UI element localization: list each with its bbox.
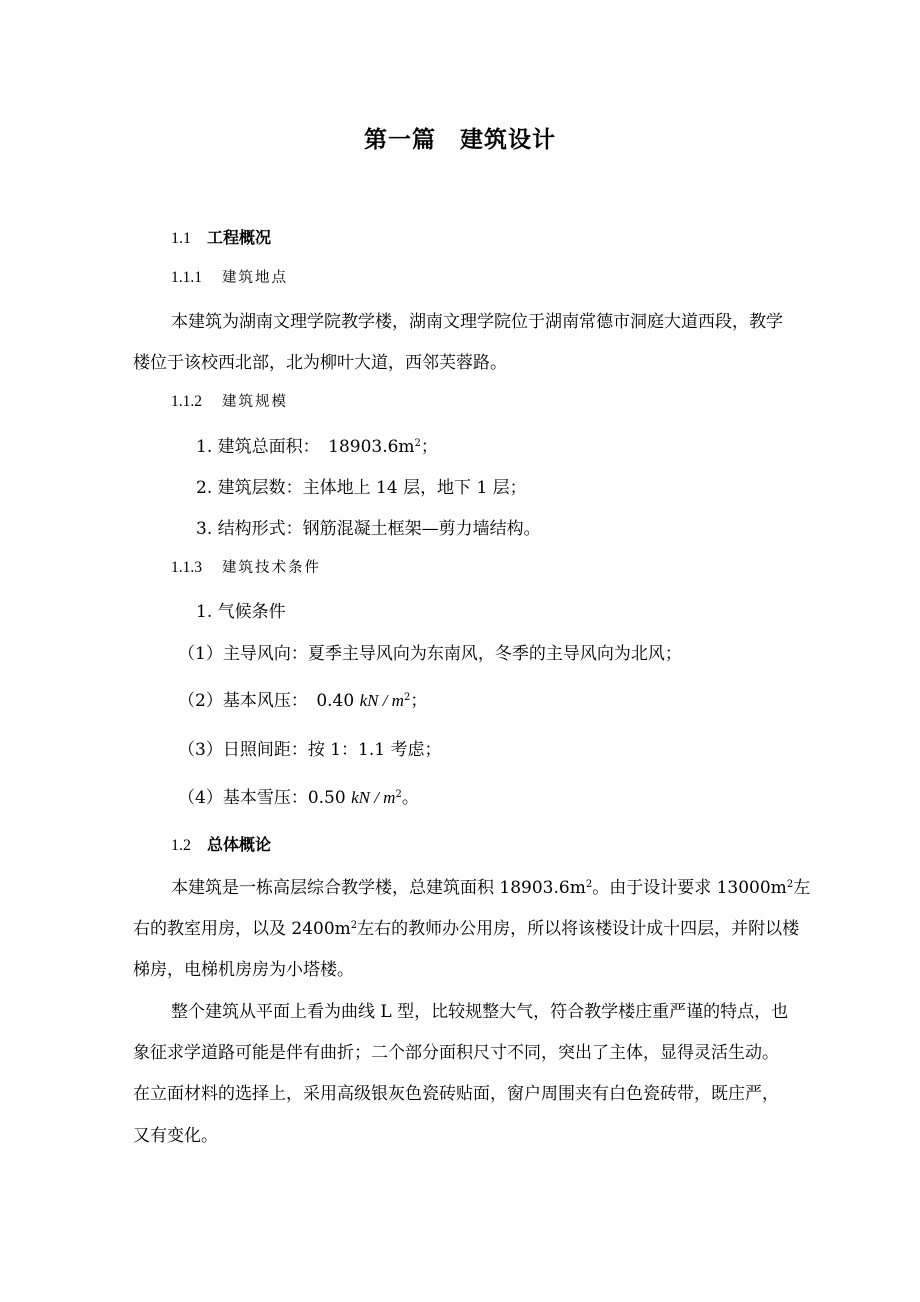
unit: kN / m xyxy=(359,691,404,710)
section-number: 1.1 xyxy=(171,230,191,247)
paragraph-line: 梯房，电梯机房房为小塔楼。 xyxy=(133,960,354,980)
text-run: 。由于设计要求 13000m xyxy=(592,878,787,898)
list-item: 1. 气候条件 xyxy=(196,602,286,622)
list-item-suffix: ； xyxy=(410,691,428,711)
list-item xyxy=(178,783,419,808)
paragraph-line xyxy=(171,873,810,898)
list-item: 3. 结构形式：钢筋混凝土框架—剪力墙结构。 xyxy=(196,519,541,539)
list-item: 2. 建筑层数：主体地上 14 层，地下 1 层； xyxy=(196,478,527,498)
text-run: 本建筑是一栋高层综合教学楼，总建筑面积 18903.6m xyxy=(171,878,586,898)
paragraph-line: 象征求学道路可能是伴有曲折；二个部分面积尺寸不同，突出了主体，显得灵活生动。 xyxy=(133,1043,779,1063)
paragraph-line xyxy=(133,914,799,939)
section-number: 1.2 xyxy=(171,837,191,854)
text-run: 左右的教师办公用房，所以将该楼设计成十四层，并附以楼 xyxy=(357,919,800,939)
subsection-number: 1.1.2 xyxy=(171,393,202,410)
superscript: 2 xyxy=(585,879,593,890)
unit: kN / m xyxy=(351,788,396,807)
superscript: 2 xyxy=(786,879,794,890)
paragraph-line: 本建筑为湖南文理学院教学楼，湖南文理学院位于湖南常德市洞庭大道西段，教学 xyxy=(171,312,783,332)
section-heading-1-2 xyxy=(171,832,271,855)
list-item xyxy=(196,432,438,457)
subsection-heading-1-1-2 xyxy=(171,390,288,411)
superscript: 2 xyxy=(414,438,421,449)
paragraph-line: 又有变化。 xyxy=(133,1126,218,1146)
subsection-number: 1.1.3 xyxy=(171,559,202,576)
subsection-title: 建筑技术条件 xyxy=(222,560,321,576)
list-item: （3）日照间距：按 1：1.1 考虑； xyxy=(178,740,442,760)
paragraph-line: 楼位于该校西北部，北为柳叶大道，西邻芙蓉路。 xyxy=(133,353,507,373)
section-title: 工程概况 xyxy=(207,228,272,247)
page-title: 第一篇 建筑设计 xyxy=(364,127,556,153)
superscript: 2 xyxy=(350,920,358,931)
text-run: 右的教室用房，以及 2400m xyxy=(133,919,351,939)
subsection-title: 建筑地点 xyxy=(222,270,288,286)
paragraph-line: 在立面材料的选择上，采用高级银灰色瓷砖贴面，窗户周围夹有白色瓷砖带，既庄严， xyxy=(133,1084,779,1104)
text-run: 左 xyxy=(793,878,811,898)
superscript: 2 xyxy=(395,789,402,800)
subsection-number: 1.1.1 xyxy=(171,269,202,286)
subsection-title: 建筑规模 xyxy=(222,394,288,410)
subsection-heading-1-1-3 xyxy=(171,556,321,577)
list-item-suffix: ； xyxy=(420,437,438,457)
list-item-text: 1. 建筑总面积： 18903.6m xyxy=(196,437,415,457)
paragraph-line: 整个建筑从平面上看为曲线 L 型，比较规整大气，符合教学楼庄重严谨的特点，也 xyxy=(171,1002,789,1022)
subsection-heading-1-1-1 xyxy=(171,266,288,287)
list-item xyxy=(178,686,427,711)
list-item-text: （2）基本风压： 0.40 xyxy=(178,691,360,711)
list-item-text: （4）基本雪压：0.50 xyxy=(178,788,352,808)
section-heading-1-1 xyxy=(171,225,271,248)
list-item: （1）主导风向：夏季主导风向为东南风，冬季的主导风向为北风； xyxy=(178,644,682,664)
section-title: 总体概论 xyxy=(207,835,272,854)
superscript: 2 xyxy=(403,692,411,703)
list-item-suffix: 。 xyxy=(401,788,419,808)
